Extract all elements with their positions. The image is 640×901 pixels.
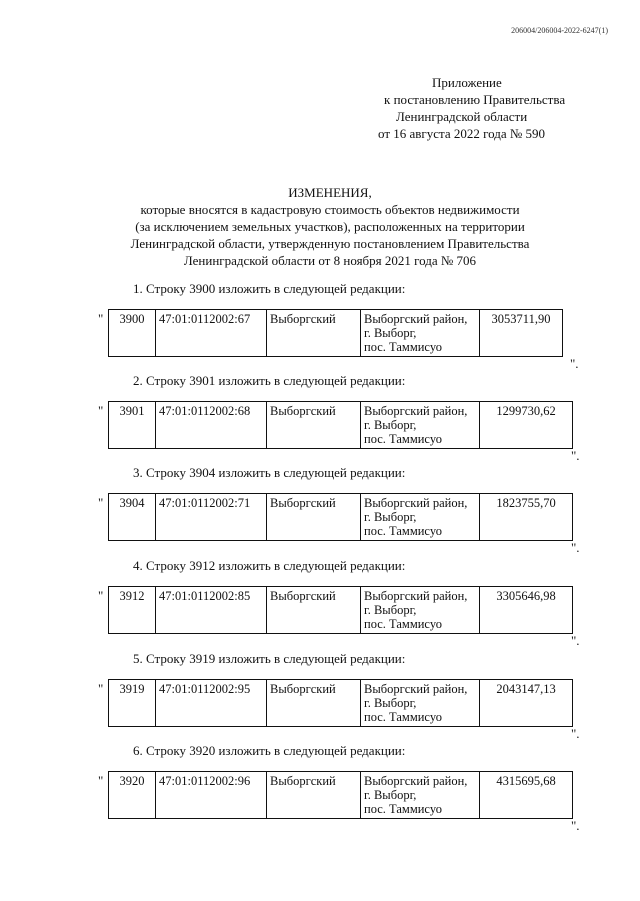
district-cell: Выборгский: [267, 587, 361, 634]
district-cell: Выборгский: [267, 680, 361, 727]
amendment-caption: 5. Строку 3919 изложить в следующей редакции:: [133, 651, 406, 666]
address-line: пос. Таммисуо: [364, 432, 443, 446]
district-cell: Выборгский: [267, 310, 361, 357]
cadastral-number-cell: 47:01:0112002:67: [156, 310, 267, 357]
quote-open: ": [98, 403, 104, 418]
quote-open: ": [98, 311, 104, 326]
quote-close: ".: [571, 540, 580, 555]
cadastral-value-cell: 3053711,90: [480, 310, 563, 357]
row-number-cell: 3904: [109, 494, 156, 541]
address-line: пос. Таммисуо: [364, 710, 443, 724]
address-line: Выборгский район,: [364, 312, 468, 326]
quote-open: ": [98, 588, 104, 603]
amendment-table: [108, 309, 563, 357]
amendment-caption: 1. Строку 3900 изложить в следующей редакции:: [133, 281, 406, 296]
address-cell: [361, 402, 480, 449]
address-line: г. Выборг,: [364, 788, 417, 802]
cadastral-number-cell: 47:01:0112002:68: [156, 402, 267, 449]
cadastral-number-cell: 47:01:0112002:71: [156, 494, 267, 541]
quote-open: ": [98, 773, 104, 788]
cadastral-value-cell: 1823755,70: [480, 494, 573, 541]
address-line: г. Выборг,: [364, 696, 417, 710]
address-line: г. Выборг,: [364, 510, 417, 524]
quote-close: ".: [571, 448, 580, 463]
amendment-caption: 6. Строку 3920 изложить в следующей редакции:: [133, 743, 406, 758]
address-line: пос. Таммисуо: [364, 524, 443, 538]
table-row: [109, 587, 573, 634]
document-heading: [70, 184, 590, 269]
table-row: [109, 680, 573, 727]
cadastral-number-cell: 47:01:0112002:85: [156, 587, 267, 634]
table-row: [109, 494, 573, 541]
amendment-caption: 2. Строку 3901 изложить в следующей редакции:: [133, 373, 406, 388]
amendment-table: [108, 401, 573, 449]
cadastral-number-cell: 47:01:0112002:96: [156, 772, 267, 819]
table-row: [109, 772, 573, 819]
address-line: г. Выборг,: [364, 418, 417, 432]
amendment-caption: 3. Строку 3904 изложить в следующей редакции:: [133, 465, 406, 480]
row-number-cell: 3912: [109, 587, 156, 634]
address-line: г. Выборг,: [364, 603, 417, 617]
address-line: Выборгский район,: [364, 682, 468, 696]
row-number-cell: 3920: [109, 772, 156, 819]
district-cell: Выборгский: [267, 402, 361, 449]
district-cell: Выборгский: [267, 772, 361, 819]
amendment-caption: 4. Строку 3912 изложить в следующей редакции:: [133, 558, 406, 573]
row-number-cell: 3900: [109, 310, 156, 357]
address-cell: [361, 310, 480, 357]
amendment-table: [108, 679, 573, 727]
address-line: пос. Таммисуо: [364, 617, 443, 631]
address-line: пос. Таммисуо: [364, 340, 443, 354]
cadastral-value-cell: 2043147,13: [480, 680, 573, 727]
address-line: Выборгский район,: [364, 496, 468, 510]
appendix-line: Ленинградской области: [396, 109, 528, 124]
quote-open: ": [98, 681, 104, 696]
quote-open: ": [98, 495, 104, 510]
heading-line: Ленинградской области, утвержденную постановлением Правительства: [130, 236, 530, 251]
quote-close: ".: [571, 818, 580, 833]
cadastral-number-cell: 47:01:0112002:95: [156, 680, 267, 727]
row-number-cell: 3901: [109, 402, 156, 449]
amendment-table: [108, 493, 573, 541]
quote-close: ".: [570, 356, 579, 371]
quote-close: ".: [571, 726, 580, 741]
address-cell: [361, 772, 480, 819]
address-cell: [361, 587, 480, 634]
cadastral-value-cell: 3305646,98: [480, 587, 573, 634]
heading-line: (за исключением земельных участков), расположенных на территории: [135, 219, 525, 234]
appendix-line: к постановлению Правительства: [384, 92, 566, 107]
document-id: 206004/206004-2022-6247(1): [511, 26, 608, 35]
cadastral-value-cell: 1299730,62: [480, 402, 573, 449]
address-line: пос. Таммисуо: [364, 802, 443, 816]
appendix-block: [378, 74, 618, 142]
address-cell: [361, 680, 480, 727]
amendment-table: [108, 586, 573, 634]
address-line: Выборгский район,: [364, 774, 468, 788]
amendment-table: [108, 771, 573, 819]
appendix-line: Приложение: [432, 75, 502, 90]
table-row: [109, 310, 563, 357]
appendix-line: от 16 августа 2022 года № 590: [378, 126, 546, 141]
address-line: Выборгский район,: [364, 589, 468, 603]
row-number-cell: 3919: [109, 680, 156, 727]
heading-line: Ленинградской области от 8 ноября 2021 года № 706: [183, 253, 477, 268]
address-line: Выборгский район,: [364, 404, 468, 418]
address-cell: [361, 494, 480, 541]
heading-line: которые вносятся в кадастровую стоимость объектов недвижимости: [140, 202, 520, 217]
district-cell: Выборгский: [267, 494, 361, 541]
table-row: [109, 402, 573, 449]
cadastral-value-cell: 4315695,68: [480, 772, 573, 819]
quote-close: ".: [571, 633, 580, 648]
address-line: г. Выборг,: [364, 326, 417, 340]
heading-title: ИЗМЕНЕНИЯ,: [288, 185, 372, 200]
